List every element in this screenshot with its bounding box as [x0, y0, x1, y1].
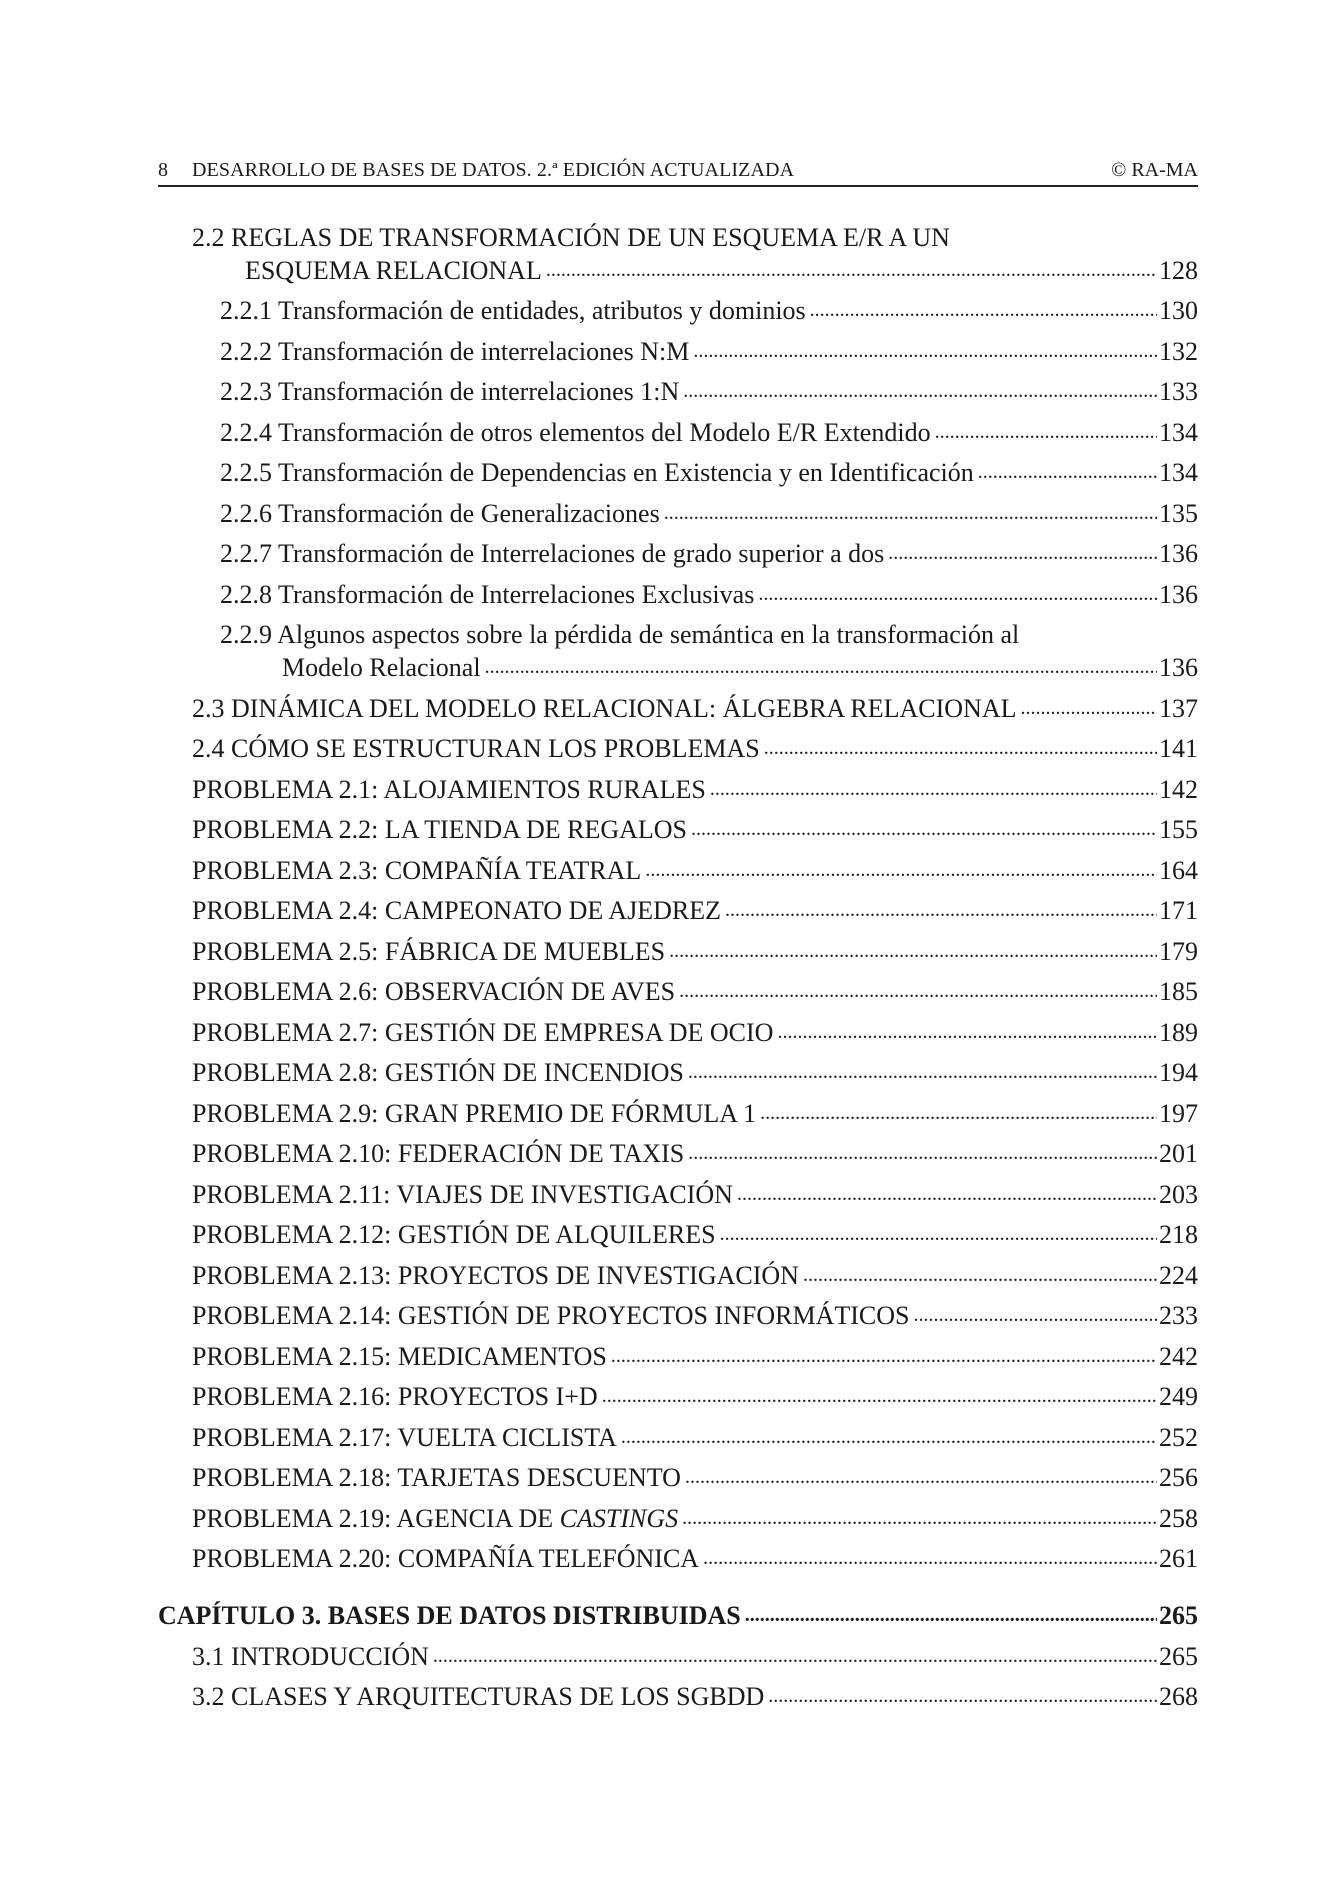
toc-page: 194: [1159, 1058, 1198, 1087]
toc-label: 2.2.3 Transformación de interrelaciones 1:N: [220, 377, 680, 406]
toc-entry-2-2-5: [220, 456, 1198, 490]
leader-dots: [664, 494, 1157, 530]
toc-label: PROBLEMA 2.20: COMPAÑÍA TELEFÓNICA: [192, 1544, 700, 1573]
toc-label: PROBLEMA 2.18: TARJETAS DESCUENTO: [192, 1463, 681, 1492]
toc-entry-2-3: [192, 692, 1198, 726]
header-publisher: © RA-MA: [1111, 159, 1198, 181]
toc-entry-2-2-3: [220, 375, 1198, 409]
toc-entry-2-2-9: [282, 651, 1198, 685]
leader-dots: [685, 1458, 1157, 1494]
toc-page: 133: [1159, 377, 1198, 406]
leader-dots: [710, 770, 1157, 806]
toc-page: 171: [1159, 896, 1198, 925]
toc-label: 2.4 CÓMO SE ESTRUCTURAN LOS PROBLEMAS: [192, 734, 760, 763]
leader-dots: [978, 453, 1157, 489]
toc-page: 224: [1159, 1261, 1198, 1290]
toc-entry-2-2-4: [220, 416, 1198, 450]
toc-page: 265: [1159, 1642, 1198, 1671]
toc-label: 2.2.7 Transformación de Interrelaciones de grado superior a dos: [220, 539, 885, 568]
toc-label: PROBLEMA 2.5: FÁBRICA DE MUEBLES: [192, 937, 666, 966]
toc-label: 2.2.6 Transformación de Generalizaciones: [220, 499, 660, 528]
leader-dots: [485, 648, 1157, 684]
leader-dots: [720, 1215, 1157, 1251]
toc-entry-2-2-line1: 2.2 REGLAS DE TRANSFORMACIÓN DE UN ESQUEMA E/R A UN: [192, 223, 950, 252]
toc-label: PROBLEMA 2.7: GESTIÓN DE EMPRESA DE OCIO: [192, 1018, 774, 1047]
toc-page: 261: [1159, 1544, 1198, 1573]
toc-entry-problem-2-9: [192, 1097, 1198, 1131]
leader-dots: [679, 972, 1157, 1008]
toc-entry-3-2: [192, 1680, 1198, 1714]
leader-dots: [683, 372, 1157, 408]
toc-page: 137: [1159, 694, 1198, 723]
toc-label: PROBLEMA 2.11: VIAJES DE INVESTIGACIÓN: [192, 1180, 733, 1209]
toc-entry-problem-2-17: [192, 1421, 1198, 1455]
toc-label: 2.2.4 Transformación de otros elementos del Modelo E/R Extendido: [220, 418, 931, 447]
toc-page: 258: [1159, 1504, 1198, 1533]
toc-entry-problem-2-1: [192, 773, 1198, 807]
toc-page: 185: [1159, 977, 1198, 1006]
toc-label: 3.2 CLASES Y ARQUITECTURAS DE LOS SGBDD: [192, 1682, 765, 1711]
toc-entry-problem-2-14: [192, 1299, 1198, 1333]
leader-dots: [693, 332, 1157, 368]
leader-dots: [611, 1337, 1157, 1373]
toc-label: 2.2.8 Transformación de Interrelaciones Exclusivas: [220, 580, 755, 609]
toc-page: 135: [1159, 499, 1198, 528]
leader-dots: [758, 575, 1157, 611]
toc-label: 3.1 INTRODUCCIÓN: [192, 1642, 429, 1671]
toc-entry-problem-2-11: [192, 1178, 1198, 1212]
toc-entry-problem-2-10: [192, 1137, 1198, 1171]
toc-label: PROBLEMA 2.14: GESTIÓN DE PROYECTOS INFORMÁTICOS: [192, 1301, 910, 1330]
toc-label: 2.2.2 Transformación de interrelaciones N:M: [220, 337, 690, 366]
toc-label: PROBLEMA 2.4: CAMPEONATO DE AJEDREZ: [192, 896, 721, 925]
toc-page: 189: [1159, 1018, 1198, 1047]
leader-dots: [803, 1256, 1157, 1292]
toc-label: 2.2.5 Transformación de Dependencias en Existencia y en Identificación: [220, 458, 974, 487]
toc-page: 249: [1159, 1382, 1198, 1411]
toc-label: 2.2.1 Transformación de entidades, atributos y dominios: [220, 296, 806, 325]
toc-label: PROBLEMA 2.9: GRAN PREMIO DE FÓRMULA 1: [192, 1099, 757, 1128]
toc-label: PROBLEMA 2.2: LA TIENDA DE REGALOS: [192, 815, 687, 844]
leader-dots: [546, 251, 1157, 287]
leader-dots: [688, 1134, 1157, 1170]
toc-page: 252: [1159, 1423, 1198, 1452]
toc-label: 2.3 DINÁMICA DEL MODELO RELACIONAL: ÁLGEBRA RELACIONAL: [192, 694, 1017, 723]
toc-page: 136: [1159, 539, 1198, 568]
toc-page: 134: [1159, 458, 1198, 487]
toc-label: PROBLEMA 2.13: PROYECTOS DE INVESTIGACIÓN: [192, 1261, 799, 1290]
leader-dots: [1020, 689, 1157, 725]
toc-entry-problem-2-4: [192, 894, 1198, 928]
toc-entry-2-2: [245, 254, 1198, 288]
leader-dots: [688, 1053, 1157, 1089]
toc-entry-problem-2-20: [192, 1542, 1198, 1576]
toc-page: 233: [1159, 1301, 1198, 1330]
toc-entry-problem-2-2: [192, 813, 1198, 847]
toc-entry-problem-2-15: [192, 1340, 1198, 1374]
toc-page: 256: [1159, 1463, 1198, 1492]
leader-dots: [935, 413, 1157, 449]
toc-label: ESQUEMA RELACIONAL: [245, 256, 542, 285]
header-page-number: 8: [158, 159, 168, 181]
toc-label: PROBLEMA 2.15: MEDICAMENTOS: [192, 1342, 607, 1371]
toc-entry-problem-2-18: [192, 1461, 1198, 1495]
toc-entry-2-2-6: [220, 497, 1198, 531]
leader-dots: [888, 534, 1157, 570]
toc-page: 197: [1159, 1099, 1198, 1128]
toc-page: 203: [1159, 1180, 1198, 1209]
toc-entry-problem-2-3: [192, 854, 1198, 888]
toc-page: 164: [1159, 856, 1198, 885]
leader-dots: [810, 291, 1157, 327]
toc-page: 130: [1159, 296, 1198, 325]
toc-label: Modelo Relacional: [282, 653, 481, 682]
leader-dots: [703, 1539, 1157, 1575]
leader-dots: [777, 1013, 1157, 1049]
toc-label: PROBLEMA 2.16: PROYECTOS I+D: [192, 1382, 598, 1411]
toc-label: PROBLEMA 2.17: VUELTA CICLISTA: [192, 1423, 617, 1452]
toc-entry-chapter-3: [158, 1599, 1198, 1633]
toc-entry-problem-2-8: [192, 1056, 1198, 1090]
toc-entry-3-1: [192, 1640, 1198, 1674]
toc-page: 268: [1159, 1682, 1198, 1711]
toc-label: PROBLEMA 2.10: FEDERACIÓN DE TAXIS: [192, 1139, 685, 1168]
leader-dots: [760, 1094, 1157, 1130]
toc-entry-2-2-2: [220, 335, 1198, 369]
leader-dots: [621, 1418, 1157, 1454]
toc-entry-problem-2-19: [192, 1502, 1198, 1536]
toc-page: 141: [1159, 734, 1198, 763]
leader-dots: [764, 729, 1157, 765]
toc-entry-2-2-7: [220, 537, 1198, 571]
leader-dots: [914, 1296, 1158, 1332]
leader-dots: [768, 1677, 1157, 1713]
toc-label: PROBLEMA 2.6: OBSERVACIÓN DE AVES: [192, 977, 676, 1006]
toc-label: CAPÍTULO 3. BASES DE DATOS DISTRIBUIDAS: [158, 1601, 741, 1630]
toc-page: 128: [1159, 256, 1198, 285]
toc-page: 142: [1159, 775, 1198, 804]
toc-entry-2-4: [192, 732, 1198, 766]
toc-page: 136: [1159, 580, 1198, 609]
toc-entry-problem-2-12: [192, 1218, 1198, 1252]
toc-label: PROBLEMA 2.1: ALOJAMIENTOS RURALES: [192, 775, 706, 804]
toc-label: PROBLEMA 2.8: GESTIÓN DE INCENDIOS: [192, 1058, 684, 1087]
toc-page: 155: [1159, 815, 1198, 844]
leader-dots: [645, 851, 1157, 887]
toc-entry-problem-2-6: [192, 975, 1198, 1009]
toc-page: 265: [1159, 1601, 1198, 1630]
leader-dots: [745, 1596, 1157, 1632]
toc-page: 218: [1159, 1220, 1198, 1249]
leader-dots: [602, 1377, 1157, 1413]
toc-page: 134: [1159, 418, 1198, 447]
leader-dots: [725, 891, 1157, 927]
leader-dots: [737, 1175, 1157, 1211]
toc-label-prefix: PROBLEMA 2.19: AGENCIA DE: [192, 1504, 560, 1533]
toc-page: 242: [1159, 1342, 1198, 1371]
toc-entry-2-2-9-line1: 2.2.9 Algunos aspectos sobre la pérdida de semántica en la transformación al: [220, 620, 1020, 649]
toc-entry-problem-2-5: [192, 935, 1198, 969]
toc-entry-problem-2-16: [192, 1380, 1198, 1414]
toc-label: PROBLEMA 2.12: GESTIÓN DE ALQUILERES: [192, 1220, 716, 1249]
leader-dots: [669, 932, 1157, 968]
toc-entry-problem-2-7: [192, 1016, 1198, 1050]
header-book-title: DESARROLLO DE BASES DE DATOS. 2.ª EDICIÓN ACTUALIZADA: [192, 159, 795, 181]
toc-label-italic: CASTINGS: [559, 1504, 679, 1533]
toc-entry-problem-2-13: [192, 1259, 1198, 1293]
toc-page: 179: [1159, 937, 1198, 966]
toc-page: 136: [1159, 653, 1198, 682]
leader-dots: [691, 810, 1157, 846]
toc-page: 201: [1159, 1139, 1198, 1168]
toc-entry-2-2-8: [220, 578, 1198, 612]
toc-label: PROBLEMA 2.3: COMPAÑÍA TEATRAL: [192, 856, 642, 885]
toc-label: [192, 1502, 678, 1536]
toc-entry-2-2-1: [220, 294, 1198, 328]
leader-dots: [682, 1499, 1157, 1535]
toc-page: 132: [1159, 337, 1198, 366]
leader-dots: [433, 1637, 1157, 1673]
